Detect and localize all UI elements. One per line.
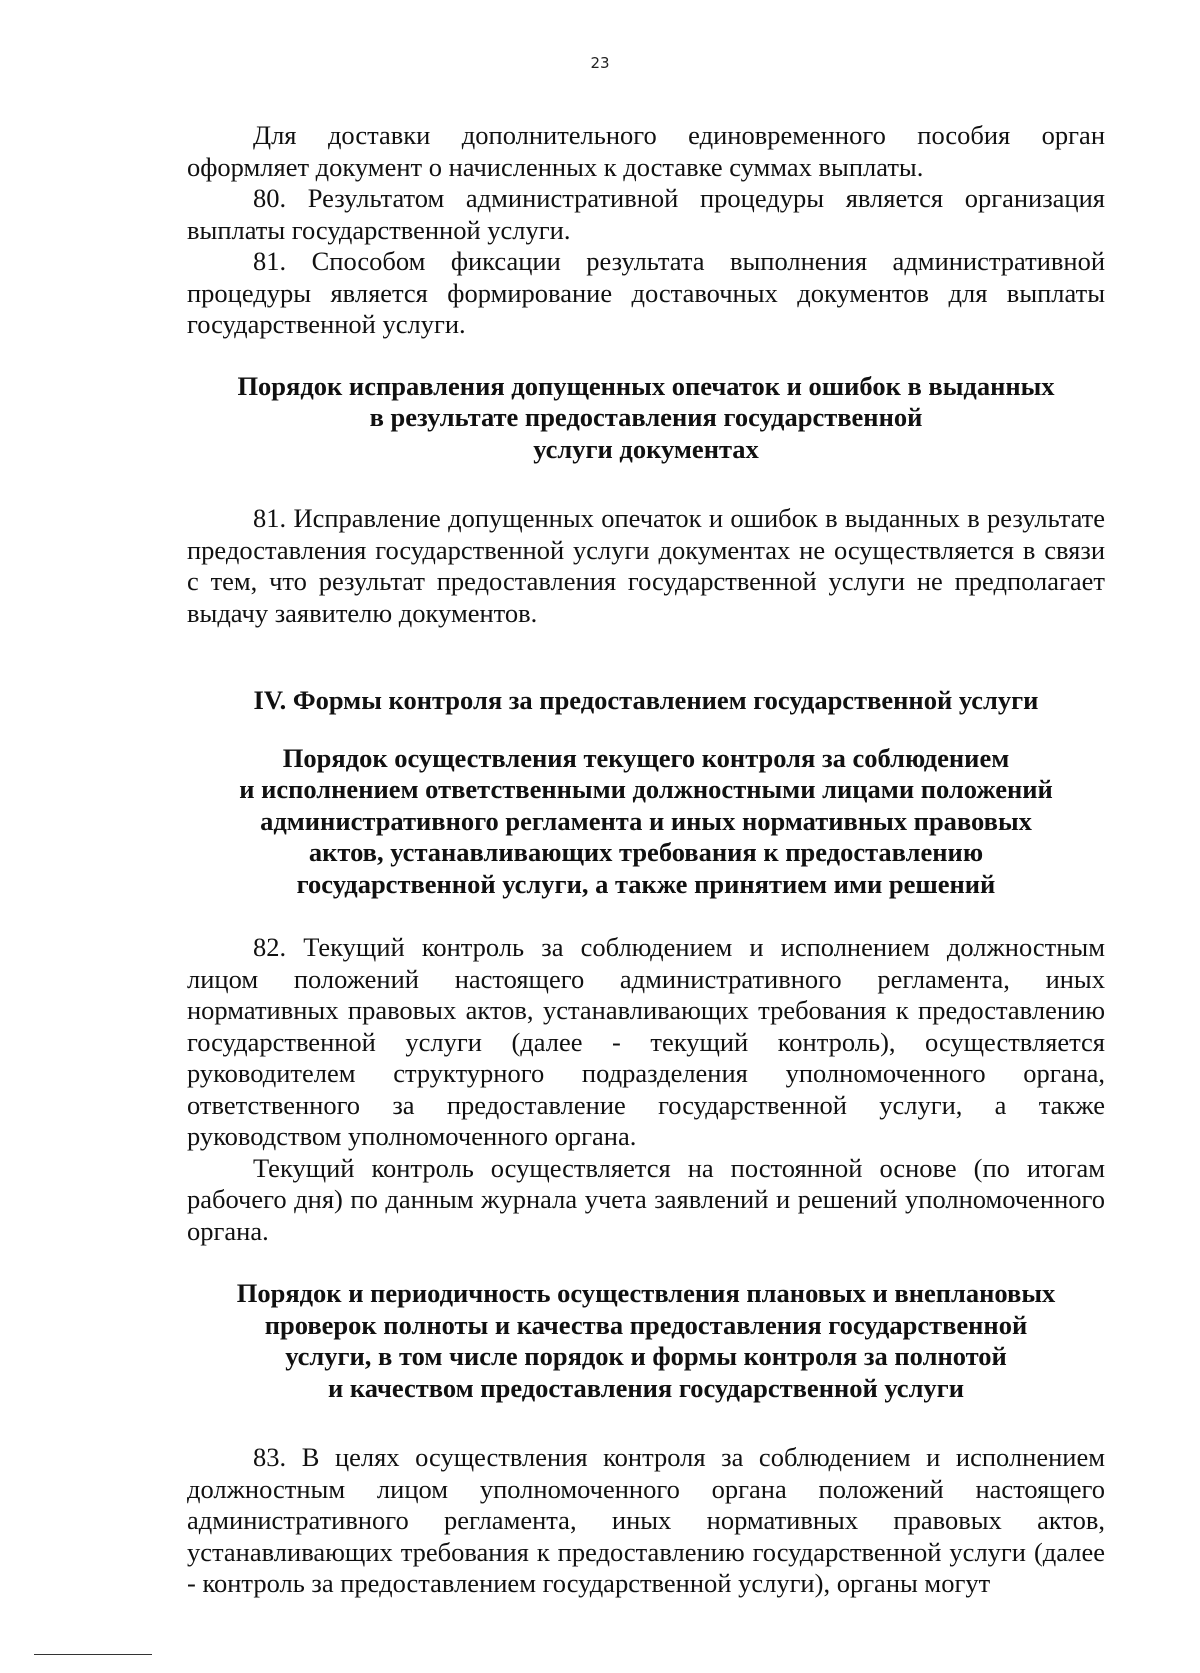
paragraph-81-fixation: 81. Способом фиксации результата выполнения административной процедуры является формирование доставочных документов для выплаты государственной услуги.: [187, 246, 1105, 339]
paragraph-current-control-basis: Текущий контроль осуществляется на постоянной основе (по итогам рабочего дня) по данным журнала учета заявлений и решений уполномоченного органа.: [187, 1152, 1105, 1246]
paragraph-81-correction: 81. Исправление допущенных опечаток и ошибок в выданных в результате предоставления государственной услуги документах не осуществляется в связи с тем, что результат предоставления государственной услуги не предполагает выдачу заявителю документов.: [187, 503, 1105, 628]
paragraph-80: 80. Результатом административной процедуры является организация выплаты государственной услуги.: [187, 183, 1105, 245]
heading-section-iv: IV. Формы контроля за предоставлением государственной услуги: [253, 685, 1039, 715]
paragraph-82: 82. Текущий контроль за соблюдением и исполнением должностным лицом положений настоящего административного регламента, иных нормативных правовых актов, устанавливающих требования к предоставлению государственной услуги (далее - текущий контроль), осуществляется руководителем структурного подразделения уполномоченного органа, ответственного за предоставление государственной услуги, а также руководством уполномоченного органа.: [187, 932, 1105, 1151]
document-body: [187, 120, 1105, 1600]
paragraph-delivery-document: Для доставки дополнительного единовременного пособия орган оформляет документ о начисленных к доставке суммах выплаты.: [187, 120, 1105, 182]
heading-error-correction: Порядок исправления допущенных опечаток и ошибок в выданных в результате предоставления государственной услуги документах: [237, 370, 1055, 464]
heading-current-control: Порядок осуществления текущего контроля за соблюдением и исполнением ответственными должностными лицами положений административного регламента и иных нормативных правовых актов, устанавливающих требования к предоставлению государственной услуги, а также принятием ими решений: [239, 742, 1053, 899]
paragraph-83: 83. В целях осуществления контроля за соблюдением и исполнением должностным лицом уполномоченного органа положений настоящего административного регламента, иных нормативных правовых актов, устанавливающих требования к предоставлению государственной услуги (далее - контроль за предоставлением государственной услуги), органы могут: [187, 1442, 1105, 1598]
footnote-separator: [34, 1654, 152, 1655]
heading-inspections: Порядок и периодичность осуществления плановых и внеплановых проверок полноты и качества предоставления государственной услуги, в том числе порядок и формы контроля за полнотой и качеством предоставления государственной услуги: [236, 1278, 1056, 1403]
page-number: 23: [590, 54, 610, 72]
